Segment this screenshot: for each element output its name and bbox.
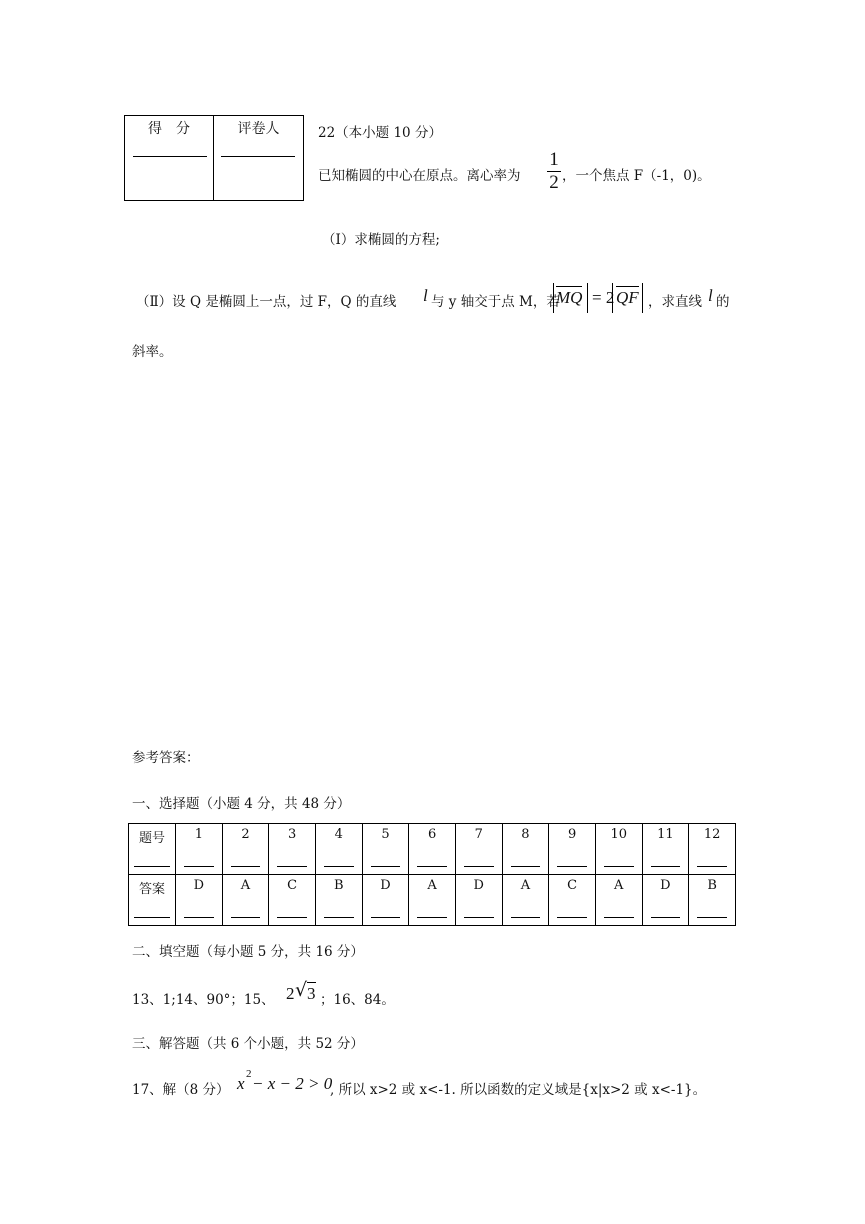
equals-two: = 2 <box>592 288 615 307</box>
table-cell-answer: D <box>176 875 223 926</box>
section-3-heading: 三、解答题（共 6 个小题，共 52 分） <box>132 1036 364 1052</box>
problem-part2-mid: 与 y 轴交于点 M，若 <box>431 294 560 310</box>
problem-part2-before: （Ⅱ）设 Q 是椭圆上一点，过 F，Q 的直线 <box>136 294 397 310</box>
answers-title: 参考答案： <box>132 750 200 766</box>
table-cell-number: 12 <box>689 824 736 875</box>
table-row-answers <box>129 875 736 926</box>
fraction-numerator: 1 <box>549 149 559 170</box>
var-l: l <box>423 286 428 305</box>
answer-table <box>128 823 736 926</box>
table-cell-answer: B <box>689 875 736 926</box>
problem-part2-end: 的 <box>716 294 730 310</box>
table-cell-answer: C <box>269 875 316 926</box>
fill-math-coef: 2 <box>286 984 295 1003</box>
abs-bar-left-2 <box>612 283 613 313</box>
table-cell-number: 11 <box>642 824 689 875</box>
table-cell-number: 2 <box>222 824 269 875</box>
score-box <box>124 115 304 201</box>
problem-part2-after: ，求直线 <box>648 294 702 310</box>
table-cell-number: 7 <box>455 824 502 875</box>
table-cell-answer: A <box>222 875 269 926</box>
table-cell-answer: D <box>455 875 502 926</box>
table-cell-number: 6 <box>409 824 456 875</box>
problem-heading: 22（本小题 10 分） <box>318 125 442 141</box>
sol17-inequality: − x − 2 > 0 <box>252 1074 333 1093</box>
table-cell-number: 3 <box>269 824 316 875</box>
solution-17-before: 17、解（8 分） <box>132 1082 230 1098</box>
table-cell-number: 9 <box>549 824 596 875</box>
table-cell-answer: D <box>362 875 409 926</box>
table-row-label: 题号 <box>129 824 176 875</box>
table-cell-answer: A <box>409 875 456 926</box>
sol17-exponent: 2 <box>246 1068 252 1080</box>
fraction-denominator: 2 <box>549 172 559 193</box>
abs-bar-right-2 <box>642 283 643 313</box>
table-cell-number: 10 <box>595 824 642 875</box>
table-cell-number: 4 <box>315 824 362 875</box>
problem-intro-before: 已知椭圆的中心在原点。离心率为 <box>318 168 521 184</box>
problem-part1: （Ⅰ）求椭圆的方程; <box>322 232 440 248</box>
sqrt-sign: √ <box>295 979 308 1001</box>
fill-answers-after: ；16、84。 <box>320 992 395 1008</box>
grader-underline <box>221 156 295 157</box>
eccentricity-fraction <box>547 150 561 193</box>
fill-math-radicand: 3 <box>307 984 316 1003</box>
section-2-heading: 二、填空题（每小题 5 分，共 16 分） <box>132 944 364 960</box>
abs-bar-left-1 <box>553 283 554 313</box>
sol17-x: x <box>237 1074 245 1093</box>
grader-value-underline <box>221 200 295 201</box>
table-cell-number: 8 <box>502 824 549 875</box>
var-l-2: l <box>708 286 713 305</box>
problem-intro-after: ，一个焦点 F（-1，0)。 <box>562 168 711 184</box>
section-1-heading: 一、选择题（小题 4 分，共 48 分） <box>132 796 351 812</box>
grader-header: 评卷人 <box>237 121 280 137</box>
score-header: 得 分 <box>148 121 190 137</box>
table-cell-number: 5 <box>362 824 409 875</box>
table-cell-answer: A <box>595 875 642 926</box>
problem-part2-line2: 斜率。 <box>132 344 173 360</box>
table-row-label: 答案 <box>129 875 176 926</box>
fill-answers-before: 13、1;14、90°；15、 <box>132 992 275 1008</box>
table-cell-answer: B <box>315 875 362 926</box>
score-underline <box>133 156 207 157</box>
vector-mq: MQ <box>556 288 583 307</box>
abs-bar-right-1 <box>587 283 588 313</box>
table-cell-number: 1 <box>176 824 223 875</box>
solution-17-after: , 所以 x>2 或 x<-1. 所以函数的定义域是{x|x>2 或 x<-1}。 <box>330 1082 707 1098</box>
score-value-underline <box>133 200 207 201</box>
table-cell-answer: D <box>642 875 689 926</box>
table-cell-answer: C <box>549 875 596 926</box>
table-row-numbers <box>129 824 736 875</box>
table-cell-answer: A <box>502 875 549 926</box>
vector-qf: QF <box>616 288 639 307</box>
